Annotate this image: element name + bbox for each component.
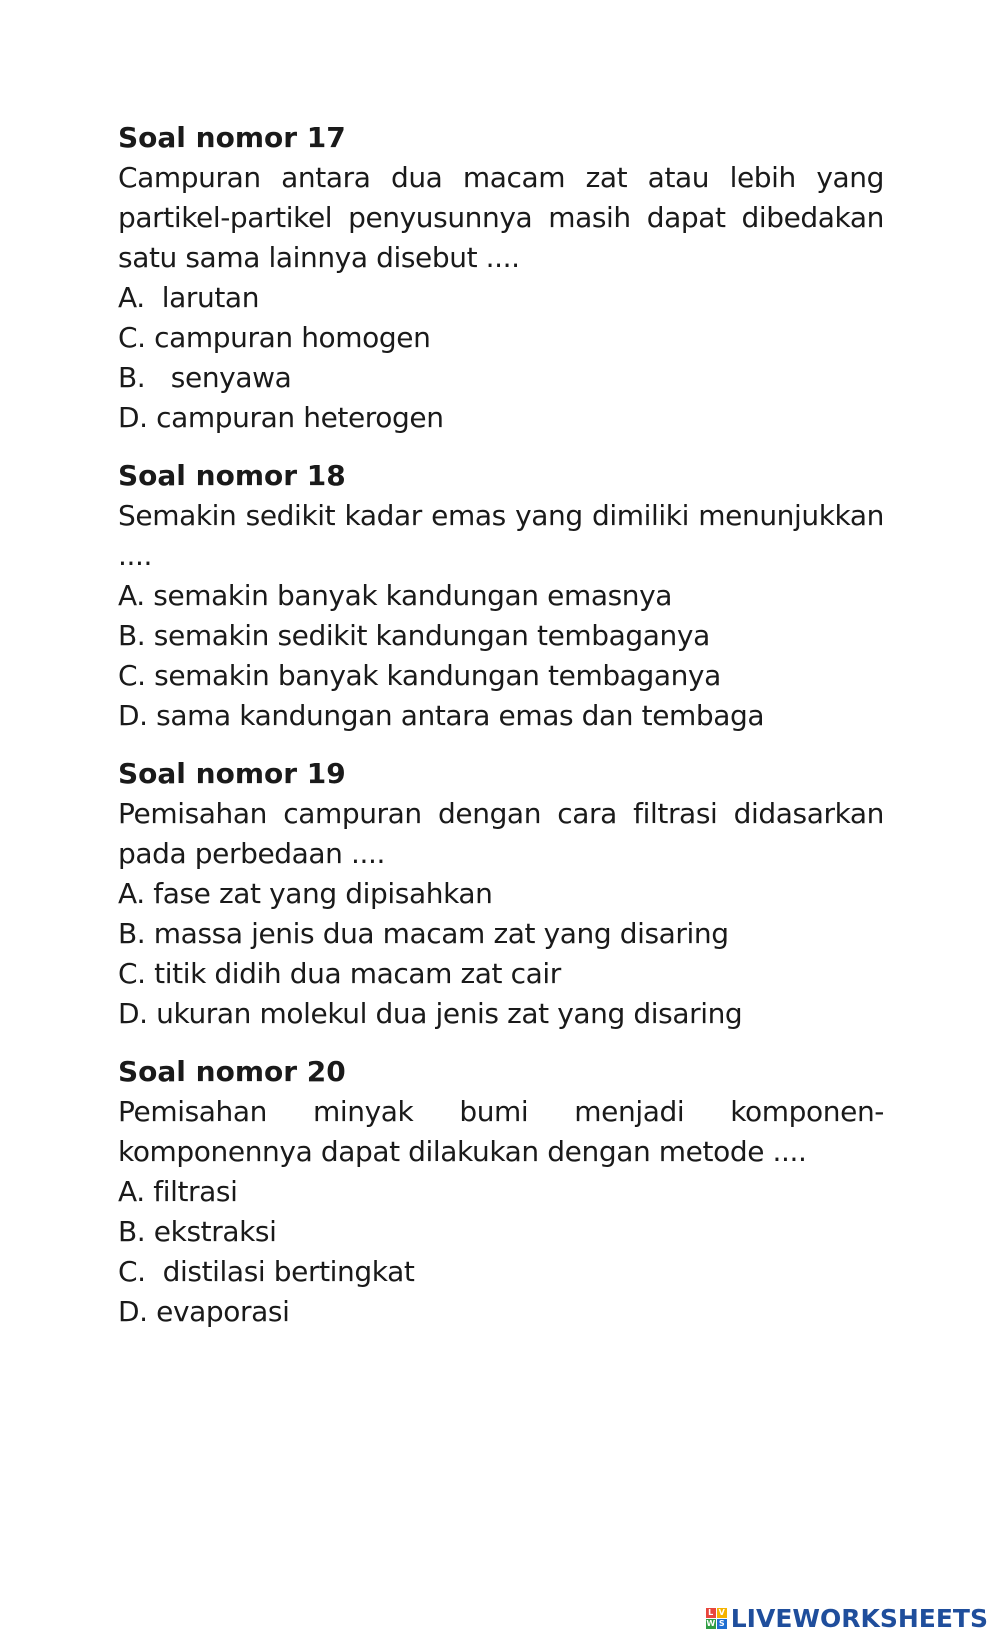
question-19 (118, 754, 884, 1034)
options-list (118, 278, 884, 438)
option-c: C. campuran homogen (118, 321, 431, 354)
logo-icon-cell: L (706, 1608, 716, 1618)
question-text: Pemisahan campuran dengan cara filtrasi didasarkan pada perbedaan .... (118, 797, 884, 870)
question-18 (118, 456, 884, 736)
option-a: A. fase zat yang dipisahkan (118, 877, 493, 910)
options-list (118, 576, 884, 736)
option-b: B. senyawa (118, 361, 292, 394)
question-20 (118, 1052, 884, 1332)
option-a: A. filtrasi (118, 1175, 238, 1208)
option-c: C. semakin banyak kandungan tembaganya (118, 659, 721, 692)
question-title: Soal nomor 17 (118, 121, 346, 154)
option-d: D. ukuran molekul dua jenis zat yang disaring (118, 997, 743, 1030)
logo-icon (706, 1608, 727, 1629)
option-d: D. sama kandungan antara emas dan tembaga (118, 699, 765, 732)
logo-icon-cell: S (717, 1619, 727, 1629)
worksheet-page (118, 118, 884, 1350)
logo-text: LIVEWORKSHEETS (730, 1604, 988, 1633)
option-c: C. titik didih dua macam zat cair (118, 957, 561, 990)
option-d: D. campuran heterogen (118, 401, 444, 434)
question-text: Pemisahan minyak bumi menjadi komponen-komponennya dapat dilakukan dengan metode .... (118, 1095, 884, 1168)
question-title: Soal nomor 18 (118, 459, 346, 492)
options-list (118, 1172, 884, 1332)
question-title: Soal nomor 20 (118, 1055, 346, 1088)
logo-icon-cell: W (706, 1619, 716, 1628)
question-17 (118, 118, 884, 438)
option-b: B. semakin sedikit kandungan tembaganya (118, 619, 710, 652)
question-text: Semakin sedikit kadar emas yang dimiliki menunjukkan .... (118, 499, 884, 572)
question-title: Soal nomor 19 (118, 757, 346, 790)
option-b: B. ekstraksi (118, 1215, 277, 1248)
option-d: D. evaporasi (118, 1295, 290, 1328)
logo-icon-cell: V (718, 1608, 725, 1617)
option-a: A. larutan (118, 281, 260, 314)
question-text: Campuran antara dua macam zat atau lebih yang partikel-partikel penyusunnya masih dapat dibedakan satu sama lainnya disebut .... (118, 161, 884, 274)
liveworksheets-logo (706, 1604, 988, 1633)
options-list (118, 874, 884, 1034)
option-b: B. massa jenis dua macam zat yang disaring (118, 917, 729, 950)
option-a: A. semakin banyak kandungan emasnya (118, 579, 673, 612)
option-c: C. distilasi bertingkat (118, 1255, 415, 1288)
